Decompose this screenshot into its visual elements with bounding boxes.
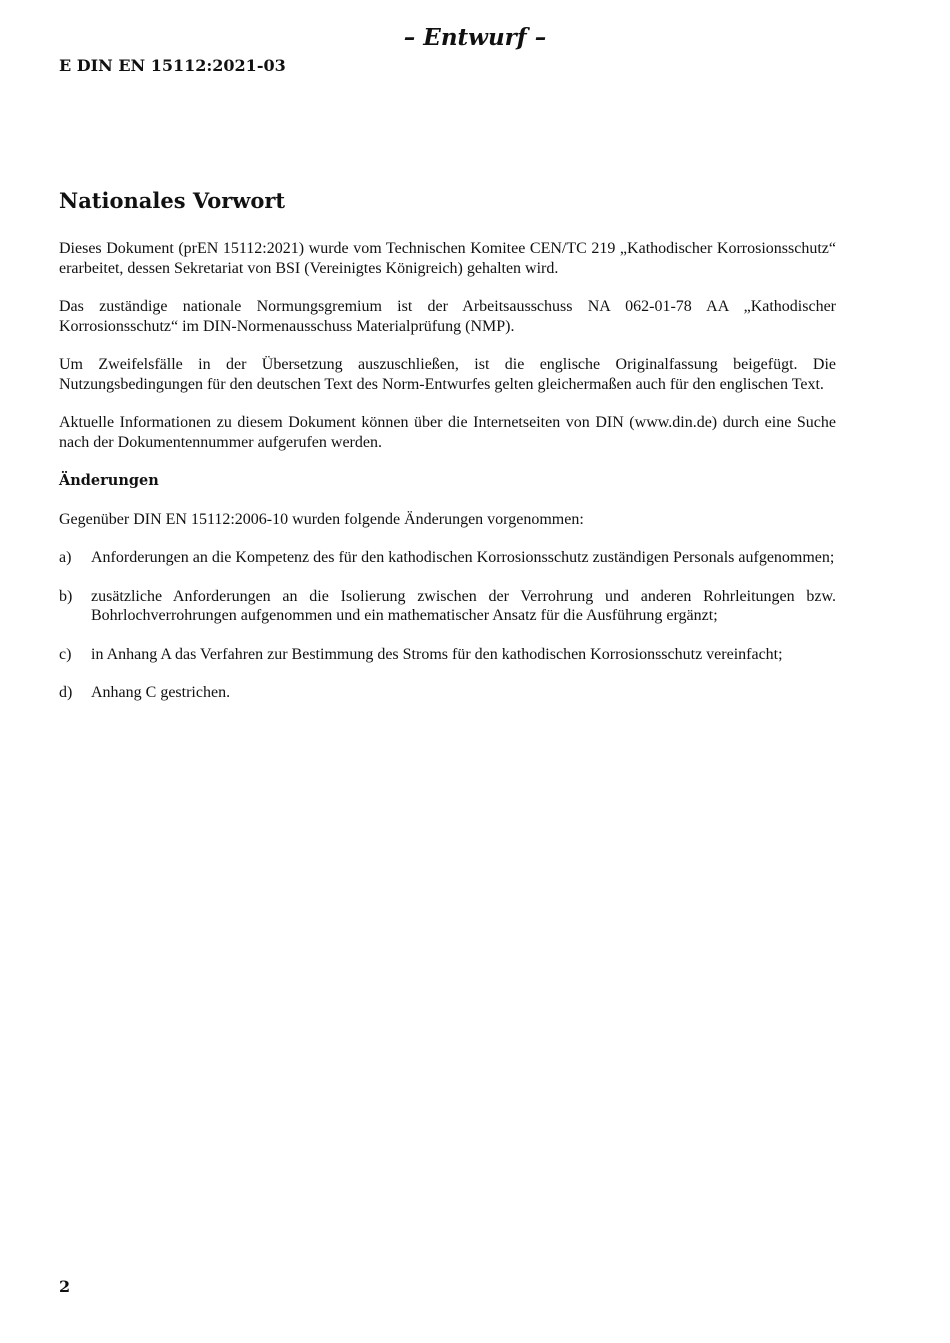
list-item-text: Anforderungen an die Kompetenz des für den kathodischen Korrosionsschutz zuständigen Personals aufgenommen; — [91, 549, 835, 566]
paragraph-committee: Dieses Dokument (prEN 15112:2021) wurde vom Technischen Komitee CEN/TC 219 „Kathodischer Korrosionsschutz“ erarbeitet, dessen Sekretariat von BSI (Vereinigtes Königreich) gehalten wird. — [59, 240, 836, 277]
changes-list — [59, 548, 836, 703]
page-number: 2 — [59, 1277, 71, 1296]
draft-banner: – Entwurf – — [403, 24, 547, 51]
changes-intro: Gegenüber DIN EN 15112:2006-10 wurden folgende Änderungen vorgenommen: — [59, 510, 584, 528]
list-item — [59, 587, 836, 626]
main-content — [59, 188, 836, 722]
list-item — [59, 683, 836, 703]
paragraph-national-body: Das zuständige nationale Normungsgremium ist der Arbeitsausschuss NA 062-01-78 AA „Kathodischer Korrosionsschutz“ im DIN-Normenausschuss Materialprüfung (NMP). — [59, 298, 836, 335]
list-item-label: d) — [59, 684, 73, 701]
document-id: E DIN EN 15112:2021-03 — [59, 56, 286, 75]
list-item — [59, 548, 836, 568]
changes-heading: Änderungen — [59, 472, 159, 489]
list-item — [59, 645, 836, 665]
list-item-label: a) — [59, 549, 72, 566]
list-item-label: b) — [59, 587, 73, 605]
list-item-text: zusätzliche Anforderungen an die Isolierung zwischen der Verrohrung und anderen Rohrleitungen bzw. Bohrlochverrohrungen aufgenommen und ein mathematischer Ansatz für die Ausführung ergänzt; — [91, 587, 836, 624]
paragraph-translation: Um Zweifelsfälle in der Übersetzung auszuschließen, ist die englische Originalfassung beigefügt. Die Nutzungsbedingungen für den deutschen Text des Norm-Entwurfes gelten gleichermaßen auch für den englischen Text. — [59, 356, 836, 393]
page-title: Nationales Vorwort — [59, 188, 286, 213]
paragraph-information: Aktuelle Informationen zu diesem Dokument können über die Internetseiten von DIN (www.din.de) durch eine Suche nach der Dokumentennummer aufgerufen werden. — [59, 414, 836, 451]
list-item-label: c) — [59, 645, 72, 663]
list-item-text: in Anhang A das Verfahren zur Bestimmung des Stroms für den kathodischen Korrosionsschutz vereinfacht; — [91, 645, 783, 663]
list-item-text: Anhang C gestrichen. — [91, 684, 231, 701]
